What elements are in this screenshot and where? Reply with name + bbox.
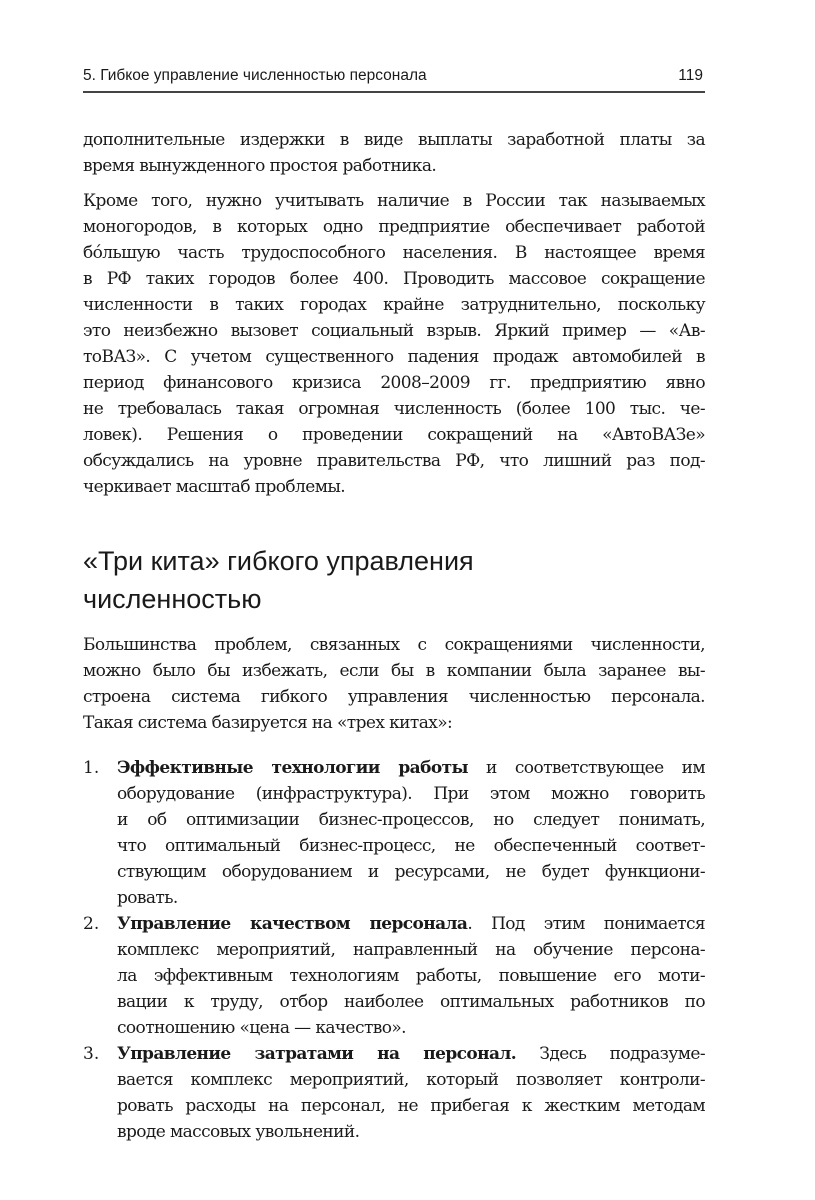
bold-term: Управление качеством персонала bbox=[117, 914, 468, 934]
text-line: ла эффективным технологиям работы, повышение его моти- bbox=[117, 966, 705, 986]
text-line bbox=[117, 755, 705, 781]
text-line: вроде массовых увольнений. bbox=[117, 1122, 360, 1142]
text-line: ловек). Решения о проведении сокращений на «АвтоВАЗе» bbox=[83, 425, 705, 445]
text-line: численности в таких городах крайне затруднительно, поскольку bbox=[83, 295, 705, 315]
text-line: Кроме того, нужно учитывать наличие в России так называемых bbox=[83, 191, 705, 211]
text-line: не требовалась такая огромная численность (более 100 тыс. че- bbox=[83, 399, 705, 419]
heading-line-2: численностью bbox=[83, 584, 262, 614]
text-line: Большинства проблем, связанных с сокращениями численности, bbox=[83, 635, 705, 655]
bold-term: Управление затратами на персонал. bbox=[117, 1044, 517, 1064]
text-line: период финансового кризиса 2008–2009 гг. предприятию явно bbox=[83, 373, 705, 393]
text-line: это неизбежно вызовет социальный взрыв. Яркий пример — «Ав- bbox=[83, 321, 705, 341]
text-run: Здесь подразуме- bbox=[516, 1044, 705, 1064]
text-line: обсуждались на уровне правительства РФ, что лишний раз под- bbox=[83, 451, 705, 471]
paragraph-1 bbox=[83, 127, 705, 179]
list-number: 3. bbox=[83, 1044, 100, 1064]
text-line: комплекс мероприятий, направленный на обучение персона- bbox=[117, 940, 705, 960]
text-line: Такая система базируется на «трех китах»: bbox=[83, 713, 453, 733]
text-line: тоВАЗ». С учетом существенного падения продаж автомобилей в bbox=[83, 347, 705, 367]
text-line: вается комплекс мероприятий, который позволяет контроли- bbox=[117, 1070, 705, 1090]
text-line: время вынужденного простоя работника. bbox=[83, 156, 437, 176]
bold-term: Эффективные технологии работы bbox=[117, 758, 468, 778]
text-line: ровать. bbox=[117, 888, 178, 908]
text-line: моногородов, в которых одно предприятие обеспечивает работой bbox=[83, 217, 705, 237]
text-line: вации к труду, отбор наиболее оптимальных работников по bbox=[117, 992, 705, 1012]
text-line: что оптимальный бизнес-процесс, не обеспеченный соответ- bbox=[117, 836, 705, 856]
list-number: 1. bbox=[83, 758, 100, 778]
text-line: черкивает масштаб проблемы. bbox=[83, 477, 346, 497]
text-line bbox=[117, 1041, 705, 1067]
paragraph-2 bbox=[83, 188, 705, 500]
running-header bbox=[83, 63, 705, 93]
page-number: 119 bbox=[678, 67, 703, 84]
text-line: и об оптимизации бизнес-процессов, но следует понимать, bbox=[117, 810, 705, 830]
text-run: . Под этим понимается bbox=[467, 914, 705, 934]
text-line: ровать расходы на персонал, не прибегая к жестким методам bbox=[117, 1096, 705, 1116]
text-run: и соответствующее им bbox=[467, 758, 705, 778]
text-line: оборудование (инфраструктура). При этом можно говорить bbox=[117, 784, 705, 804]
paragraph-3 bbox=[83, 632, 705, 736]
section-heading bbox=[83, 542, 474, 618]
text-line: бóльшую часть трудоспособного населения. В настоящее время bbox=[83, 243, 705, 263]
text-line: можно было бы избежать, если бы в компании была заранее вы- bbox=[83, 661, 705, 681]
text-line: ствующим оборудованием и ресурсами, не будет функциони- bbox=[117, 862, 705, 882]
list-item-text bbox=[117, 1041, 705, 1145]
heading-line-1: «Три кита» гибкого управления bbox=[83, 546, 474, 576]
text-line: дополнительные издержки в виде выплаты заработной платы за bbox=[83, 130, 705, 150]
text-line: соотношению «цена — качество». bbox=[117, 1018, 406, 1038]
text-line: в РФ таких городов более 400. Проводить массовое сокращение bbox=[83, 269, 705, 289]
text-line: строена система гибкого управления численностью персонала. bbox=[83, 687, 705, 707]
text-line bbox=[117, 911, 705, 937]
list-number: 2. bbox=[83, 914, 100, 934]
chapter-title: 5. Гибкое управление численностью персонала bbox=[83, 67, 427, 84]
list-item-text bbox=[117, 911, 705, 1041]
list-item-text bbox=[117, 755, 705, 911]
